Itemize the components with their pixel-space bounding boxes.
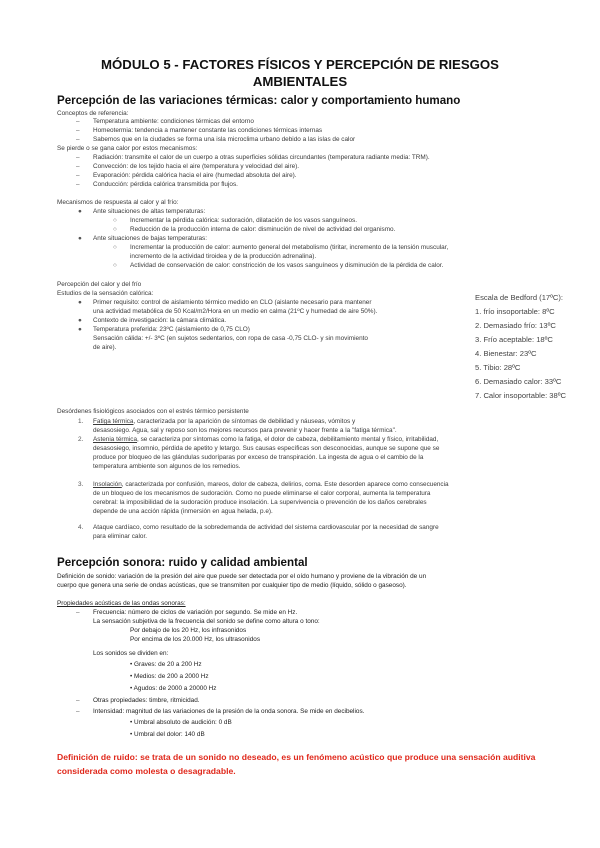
dash-marker: – (76, 697, 80, 704)
perception-title: Percepción del calor y del frío (57, 281, 142, 288)
other-props-item: Otras propiedades: timbre, ritmicidad. (93, 697, 200, 704)
high-temp-label: Ante situaciones de altas temperaturas: (93, 208, 206, 215)
bullet-marker: ● (78, 326, 82, 333)
sound-definition-line: Definición de sonido: variación de la presión del aire que puede ser detectada por el oído humano y proviene de la vibración de un (57, 573, 427, 580)
dash-marker: – (76, 127, 80, 134)
bullet-marker: ● (78, 299, 82, 306)
dash-marker: – (76, 154, 80, 161)
range-item: • Graves: de 20 a 200 Hz (130, 661, 202, 668)
threshold-item: • Umbral del dolor: 140 dB (130, 731, 205, 738)
study-item: de aire). (93, 344, 117, 351)
study-item: Sensación cálida: +/- 3ºC (en sujetos sedentarios, con ropa de casa -0,75 CLO- y sin movimiento (93, 335, 368, 342)
threshold-item: • Umbral absoluto de audición: 0 dB (130, 719, 232, 726)
list-number: 4. (78, 524, 84, 531)
mechanisms-label: Se pierde o se gana calor por estos mecanismos: (57, 145, 198, 152)
dash-marker: – (76, 181, 80, 188)
bedford-item: 1. frío insoportable: 8ºC (475, 307, 555, 316)
divided-label: Los sonidos se dividen en: (93, 650, 169, 657)
disorder-term: Fatiga térmica (93, 418, 134, 425)
bullet-marker: ● (78, 317, 82, 324)
disorder-line: cerebral: la imposibilidad de la sudoración produce insolación. La supervivencia o prevención de los daños cerebrales (93, 499, 427, 506)
low-temp-item: incremento de la actividad tiroidea y de la producción adrenalina). (130, 253, 317, 260)
circle-marker: ○ (113, 244, 117, 251)
subjective-item: La sensación subjetiva de la frecuencia del sonido se define como altura o tono: (93, 618, 320, 625)
mechanism-item: Conducción: pérdida calórica transmitida por flujos. (93, 181, 238, 188)
frequency-item: Frecuencia: número de ciclos de variación por segundo. Se mide en Hz. (93, 609, 298, 616)
low-temp-label: Ante situaciones de bajas temperaturas: (93, 235, 208, 242)
disorder-line: desasosiego. Agua, sal y reposo son los mejores recursos para prevenir y hacer frente a la "fatiga térmica". (93, 427, 397, 434)
list-number: 1. (78, 418, 84, 425)
high-temp-item: Reducción de la producción interna de calor: disminución de nivel de actividad del organismo. (130, 226, 396, 233)
noise-definition-line: considerada como molesta o desagradable. (57, 766, 236, 776)
range-item: • Agudos: de 2000 a 20000 Hz (130, 685, 217, 692)
section-heading-sound: Percepción sonora: ruido y calidad ambiental (57, 556, 308, 569)
disorder-line: Astenia térmica, se caracteriza por síntomas como la fatiga, el dolor de cabeza, debilitamiento mental y físico, irritabilidad, (93, 436, 439, 443)
list-number: 2. (78, 436, 84, 443)
section-heading-thermal: Percepción de las variaciones térmicas: calor y comportamiento humano (57, 94, 461, 107)
bedford-item: 3. Frío aceptable: 18ºC (475, 335, 553, 344)
dash-marker: – (76, 118, 80, 125)
mechanism-item: Evaporación: pérdida calórica hacia el aire (humedad absoluta del aire). (93, 172, 297, 179)
bedford-title: Escala de Bedford (17ºC): (475, 293, 564, 302)
bedford-item: 4. Bienestar: 23ºC (475, 349, 537, 358)
study-item: Temperatura preferida: 23ºC (aislamiento de 0,75 CLO) (93, 326, 250, 333)
disorder-term: Insolación (93, 481, 122, 488)
bullet-marker: ● (78, 208, 82, 215)
range-item: • Medios: de 200 a 2000 Hz (130, 673, 209, 680)
dash-marker: – (76, 136, 80, 143)
dash-marker: – (76, 609, 80, 616)
concept-item: Sabemos que en la ciudades se forma una isla microclima urbano debido a las islas de calor (93, 136, 356, 143)
bedford-item: 6. Demasiado calor: 33ºC (475, 377, 562, 386)
sound-definition-line: cuerpo que genera una serie de ondas acústicas, que se transmiten por cualquier tipo de medio (líquido, sólido o gaseoso). (57, 582, 407, 589)
bedford-item: 5. Tibio: 28ºC (475, 363, 521, 372)
circle-marker: ○ (113, 262, 117, 269)
bedford-item: 2. Demasiado frío: 13ºC (475, 321, 556, 330)
response-label: Mecanismos de respuesta al calor y al frío: (57, 199, 179, 206)
disorder-line: desasosiego, insomnio, pérdida de apetito y letargo. Sus causas específicas son desconocidas, aunque se supone que se (93, 445, 440, 452)
page-title (40, 56, 560, 90)
disorder-line: temperatura ambiente son algunos de los remedios. (93, 463, 241, 470)
intensity-item: Intensidad: magnitud de las variaciones de la presión de la onda sonora. Se mide en decibelios. (93, 708, 365, 715)
disorder-line: Ataque cardíaco, como resultado de la sobredemanda de actividad del sistema cardiovascular por la necesidad de sangre (93, 524, 439, 531)
props-label: Propiedades acústicas de las ondas sonoras: (57, 600, 186, 607)
disorder-term: Astenia térmica (93, 436, 138, 443)
list-number: 3. (78, 481, 84, 488)
disorder-line: para eliminar calor. (93, 533, 147, 540)
disorder-line: depende de una acción rápida (inmersión en agua helada, p.e). (93, 508, 273, 515)
high-temp-item: Incrementar la pérdida calórica: sudoración, dilatación de los vasos sanguíneos. (130, 217, 357, 224)
concept-item: Temperatura ambiente: condiciones térmicas del entorno (93, 118, 254, 125)
low-temp-item: Incrementar la producción de calor: aumento general del metabolismo (tiritar, incremento de la tensión muscular, (130, 244, 449, 251)
disorder-line: Insolación, caracterizada por confusión, mareos, dolor de cabeza, delirios, coma. Este desorden aparece como consecuencia (93, 481, 449, 488)
infrasound-item: Por debajo de los 20 Hz, los infrasonidos (130, 627, 247, 634)
circle-marker: ○ (113, 217, 117, 224)
circle-marker: ○ (113, 226, 117, 233)
disorder-line: Fatiga térmica, caracterizada por la aparición de síntomas de debilidad y náuseas, vómitos y (93, 418, 356, 425)
concept-item: Homeotermia: tendencia a mantener constante las condiciones térmicas internas (93, 127, 323, 134)
mechanism-item: Radiación: transmite el calor de un cuerpo a otras superficies sólidas circundantes (temperatura radiante media: TRM). (93, 154, 430, 161)
concepts-label: Conceptos de referencia: (57, 110, 129, 117)
disorder-line: produce por bloqueo de las glándulas sudoríparas por exceso de transpiración. La ingesta de agua o el cambio de la (93, 454, 424, 461)
dash-marker: – (76, 172, 80, 179)
disorders-label: Desórdenes fisiológicos asociados con el estrés térmico persistente (57, 408, 249, 415)
disorder-line: de un bloqueo de los mecanismos de sudoración. Como no puede eliminarse el calor corporal, aumenta la temperatura (93, 490, 431, 497)
noise-definition-line: Definición de ruido: se trata de un sonido no deseado, es un fenómeno acústico que produce una sensación auditiva (57, 752, 536, 762)
low-temp-item: Actividad de conservación de calor: constricción de los vasos sanguíneos y disminución de la pérdida de calor. (130, 262, 444, 269)
study-item: Primer requisito: control de aislamiento térmico medido en CLO (aislante necesario para mantener (93, 299, 372, 306)
ultrasound-item: Por encima de los 20.000 Hz, los ultrasonidos (130, 636, 261, 643)
dash-marker: – (76, 163, 80, 170)
study-item: Contexto de investigación: la cámara climática. (93, 317, 227, 324)
title-line-1: MÓDULO 5 - FACTORES FÍSICOS Y PERCEPCIÓN DE RIESGOS (101, 57, 499, 72)
mechanism-item: Convección: de los tejido hacia el aire (temperatura y velocidad del aire). (93, 163, 300, 170)
title-line-2: AMBIENTALES (252, 74, 348, 89)
study-item: una actividad metabólica de 50 Kcal/m2/Hora en un medio en calma (21ºC y humedad de aire 50%). (93, 308, 378, 315)
bedford-item: 7. Calor insoportable: 38ºC (475, 391, 566, 400)
bullet-marker: ● (78, 235, 82, 242)
dash-marker: – (76, 708, 80, 715)
studies-label: Estudios de la sensación calórica: (57, 290, 154, 297)
